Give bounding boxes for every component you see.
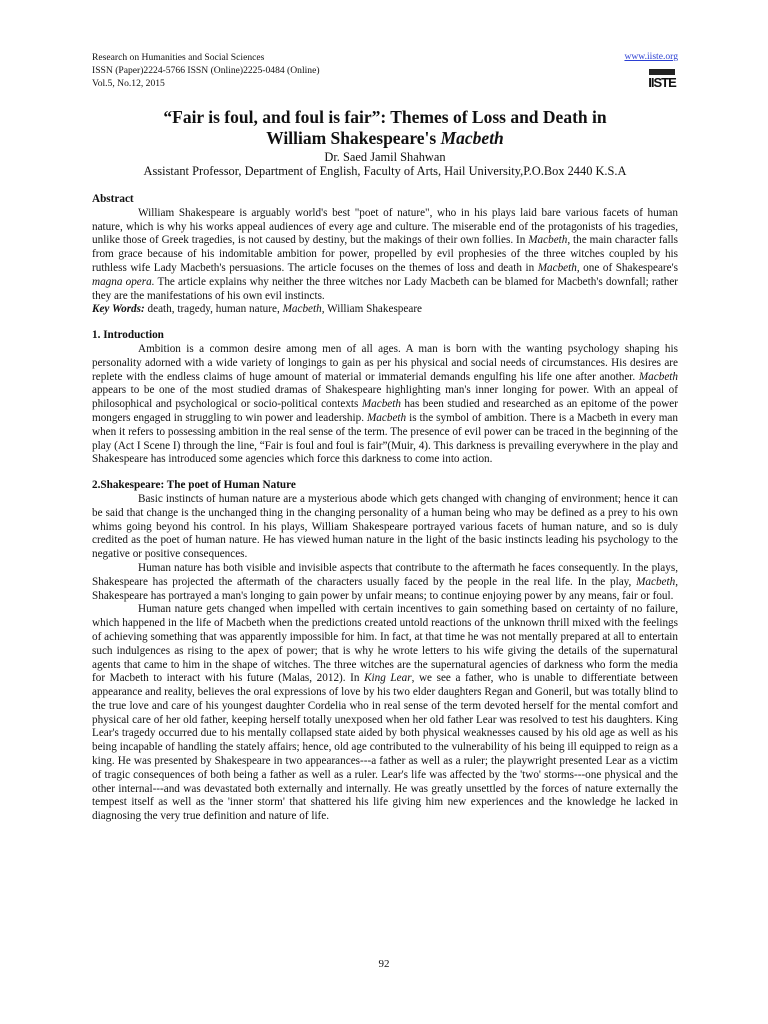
section-2-paragraph-1: Basic instincts of human nature are a mysterious abode which gets changed with changing of environment; hence it can be said that change is the unchanged thing in the changing personality of a human being who may be defined as a prey to his own whims going beyond his control. In his plays, William Shakespeare portrayed various facets of human nature, and so is duly credited as the poet of human nature. He has viewed human nature in the light of the basic instincts leading his psychology to the negative or positive consequences. <box>92 492 678 561</box>
journal-name: Research on Humanities and Social Sciences <box>92 52 265 63</box>
abstract-text: , one of Shakespeare's <box>576 261 678 274</box>
intro-text: has been studied and researched as an epitome of the power mongers engaged in struggling to win power and leadership. <box>92 398 678 424</box>
keywords-italic: Macbeth, <box>282 303 325 316</box>
author-name: Dr. Saed Jamil Shahwan <box>324 150 446 164</box>
title-line-2-text: William Shakespeare's <box>266 128 441 148</box>
introduction-paragraph <box>92 343 678 467</box>
abstract-italic: Macbeth, <box>528 234 571 247</box>
section-2-text: Human nature has both visible and invisible aspects that contribute to the aftermath he faces consequently. In the plays, Shakespeare has projected the aftermath of the characters usually faced by the people in the real life. In the play, <box>92 561 678 588</box>
abstract-text: William Shakespeare is arguably world's best "poet of nature", who in his plays laid bare various facets of human nature, which is why his works appeal audiences of every age and culture. The miserable end of the protagonists of his tragedies, unlike those of Greek tragedies, is not caused by destiny, but the makings of their own follies. In <box>92 206 678 247</box>
intro-italic: Macbeth <box>361 398 401 411</box>
keywords-text: death, tragedy, human nature, <box>144 303 283 316</box>
title-line-2 <box>92 128 678 149</box>
abstract-text: The article explains why neither the three witches nor Lady Macbeth can be blamed for Macbeth's downfall; rather they are the manifestations of his own evil instincts. <box>92 275 679 302</box>
intro-text: appears to be one of the most studied dramas of Shakespeare highlighting man's inner longing for power. With an appeal of philosophical and psychological or socio-political contexts <box>92 384 678 411</box>
keywords-text: William Shakespeare <box>324 303 423 316</box>
abstract-italic: Macbeth <box>537 261 577 274</box>
section-2-text: , we see a father, who is unable to differentiate between appearance and reality, believes the oral expressions of love by his two elder daughters Regan and Goneril, but was totally blind to the true love and care of his youngest daughter Cordelia who in real sense of the term devoted herself for the mental comfort and physical care of her old father, keeping herself totally unexposed when her old father Lear was resolved to test his daughters. King Lear's tragedy occurred due to his mentally collapsed state aided by both physical weaknesses caused by his old age as well as his being incapable of handling the stately affairs; hence, old age contributed to the vulnerability of his being ill equipped to reign as a king. He was presented by Shakespeare in two appearances---a father as well as a ruler; the playwright presented Lear as a victim of tragic consequences of both being a father as well as a ruler. Lear's life was affected by the 'two' storms---one physical and the other internal---and was devastated both externally and internally. He was greatly unsettled by the forces of nature externally the tempest itself as well as the 'inner storm' that shattered his life giving him new experiences and the knowledge he lacked in diagnosing the very true definition and nature of life. <box>92 672 678 823</box>
section-2-text: , Shakespeare has portrayed a man's longing to gain power by unfair means; to continue enjoying power by any means, fair or foul. <box>92 575 678 602</box>
iiste-logo <box>648 67 676 93</box>
section-2-text: Human nature gets changed when impelled with certain incentives to gain something based on certainty of no failure, which happened in the life of Macbeth when the predictions created untold reactions of the unknown thrill mixed with the feelings of achieving something that was apparently impossible for him. In fact, at that time he was not mentally prepared at all to entertain such indulgences as rising to the apex of power; that is why he wrote letters to his wife giving the details of the supernatural agents that came to him in the shape of witches. The three witches are the supernatural agencies of darkness who form the media for Macbeth to interact with his future (Malas, 2012). In <box>92 603 678 685</box>
author-affiliation: Assistant Professor, Department of English, Faculty of Arts, Hail University,P.O.Box 2440 K.S.A <box>143 164 627 178</box>
section-2-paragraph-2 <box>92 562 678 603</box>
logo-text: IISTE <box>648 75 676 90</box>
journal-header <box>92 51 678 97</box>
abstract-italic: magna opera. <box>92 275 155 288</box>
abstract-heading: Abstract <box>92 193 134 205</box>
keywords-label: Key Words: <box>92 303 145 316</box>
section-2-italic: King Lear <box>364 672 412 685</box>
intro-text: Ambition is a common desire among men of all ages. A man is born with the wanting psychology shaping his personality adorned with a wide variety of longings to gain as per his physical and social needs of circumstances. His desires are replete with the endless claims of huge amount of material or immaterial demands engulfing his life one after another. <box>92 342 678 383</box>
intro-italic: Macbeth <box>638 370 678 383</box>
spacer <box>92 467 678 479</box>
intro-italic: Macbeth <box>366 411 407 424</box>
keywords-line <box>92 303 678 317</box>
section-2-heading: 2.Shakespeare: The poet of Human Nature <box>92 479 296 492</box>
title-italic-macbeth: Macbeth <box>440 128 504 148</box>
section-2-italic: Macbeth <box>636 575 676 588</box>
intro-text: is the symbol of ambition. There is a Macbeth in every man when it refers to possessing ambition in the real sense of the term. The presence of evil power can be traced in the beginning of the play (Act I Scene I) through the line, “Fair is foul and foul is fair”(Muir, 4). This darkness is prevailing everywhere in the play and Shakespeare has introduced some agencies which force this darkness to come into action. <box>92 411 678 466</box>
article-body <box>92 193 678 824</box>
title-line-1: “Fair is foul, and foul is fair”: Themes of Loss and Death in <box>163 107 607 127</box>
section-2-paragraph-3 <box>92 603 678 824</box>
issn-line: ISSN (Paper)2224-5766 ISSN (Online)2225-0484 (Online) <box>92 65 320 76</box>
volume-line: Vol.5, No.12, 2015 <box>92 78 165 89</box>
page-number: 92 <box>378 958 390 970</box>
journal-url-link[interactable]: www.iiste.org <box>624 51 678 62</box>
article-title <box>92 107 678 149</box>
abstract-text: the main character falls from grace because of his indomitable ambition for power, propelled by evil prophesies of the three witches coupled by his ruthless wife Lady Macbeth's persuasions. The article focuses on the themes of loss and death in <box>92 234 679 274</box>
abstract-paragraph <box>92 207 678 304</box>
spacer <box>92 317 678 329</box>
introduction-heading: 1. Introduction <box>92 329 164 342</box>
